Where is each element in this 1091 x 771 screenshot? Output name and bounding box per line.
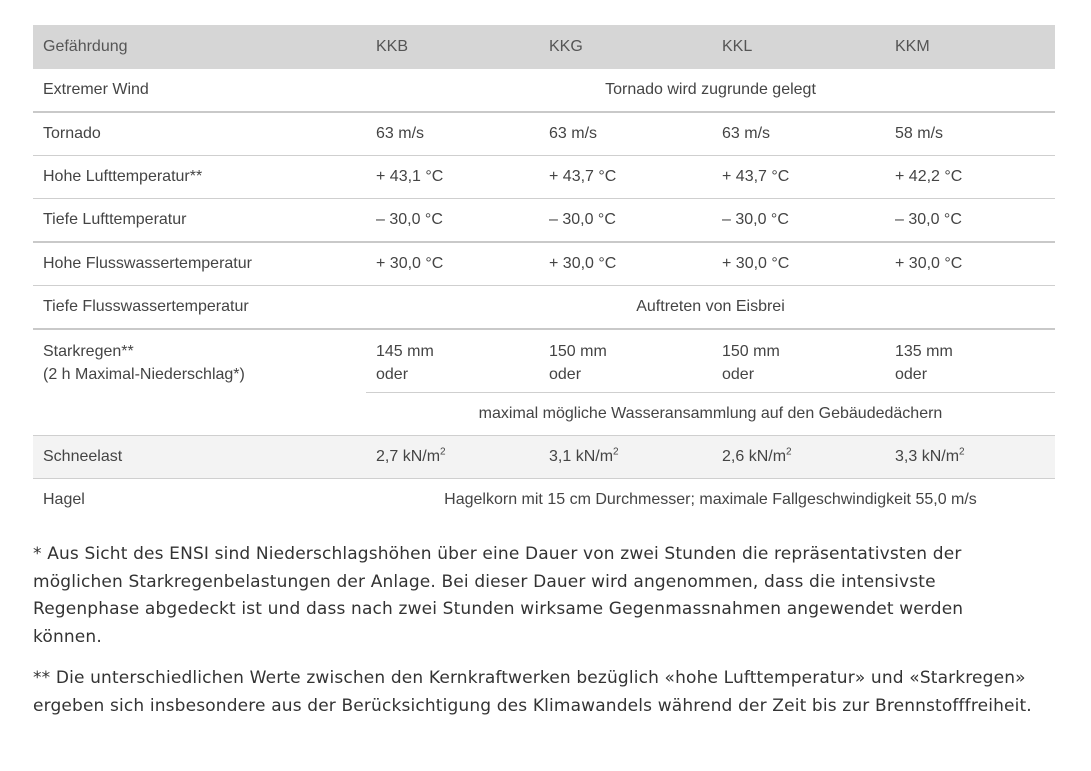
cell-kkm: + 42,2 °C: [885, 156, 1055, 199]
cell-kkl: + 43,7 °C: [712, 156, 885, 199]
cell-kkm: [885, 436, 1055, 479]
table-row-hail: [33, 479, 1055, 522]
cell-kkl: + 30,0 °C: [712, 242, 885, 286]
table-row-heavy-rain: [33, 329, 1055, 393]
cell-kkg: – 30,0 °C: [539, 199, 712, 243]
table-row-hot-air: [33, 156, 1055, 199]
cell-kkg: + 30,0 °C: [539, 242, 712, 286]
cell-kkm: 58 m/s: [885, 112, 1055, 156]
header-kkb: KKB: [366, 25, 539, 69]
exponent: 2: [959, 446, 965, 458]
row-label-rain: [33, 329, 366, 436]
cell-kkm: [885, 329, 1055, 393]
row-label: Hohe Lufttemperatur**: [33, 156, 366, 199]
row-label: Schneelast: [33, 436, 366, 479]
table-row-tornado: [33, 112, 1055, 156]
table-row-cold-river: [33, 286, 1055, 330]
table-row-extreme-wind: [33, 69, 1055, 112]
snow-value: 3,3 kN/m: [895, 448, 960, 465]
cell-kkl: [712, 329, 885, 393]
exponent: 2: [613, 446, 619, 458]
cell-kkm: + 30,0 °C: [885, 242, 1055, 286]
row-label: Tiefe Lufttemperatur: [33, 199, 366, 243]
cell-kkg: 63 m/s: [539, 112, 712, 156]
cell-kkb: [366, 329, 539, 393]
rain-label-sub: (2 h Maximal-Niederschlag*): [43, 366, 245, 383]
row-span-value: Hagelkorn mit 15 cm Durchmesser; maximale Fallgeschwindigkeit 55,0 m/s: [444, 491, 977, 508]
footnotes: [33, 541, 1033, 734]
snow-value: 2,7 kN/m: [376, 448, 441, 465]
table-row-snow: [33, 436, 1055, 479]
cell-kkl: – 30,0 °C: [712, 199, 885, 243]
row-label: Tiefe Flusswassertemperatur: [33, 286, 366, 330]
cell-kkl: 63 m/s: [712, 112, 885, 156]
row-span-value: Auftreten von Eisbrei: [366, 286, 1055, 330]
rain-connector: oder: [722, 366, 755, 383]
cell-kkm: – 30,0 °C: [885, 199, 1055, 243]
table-header-row: [33, 25, 1055, 69]
hazard-table-container: [33, 25, 1055, 521]
rain-label: Starkregen**: [43, 343, 134, 360]
header-hazard: Gefährdung: [33, 25, 366, 69]
cell-kkg: + 43,7 °C: [539, 156, 712, 199]
row-label: Tornado: [33, 112, 366, 156]
rain-connector: oder: [549, 366, 582, 383]
rain-value: 135 mm: [895, 343, 953, 360]
footnote-2: ** Die unterschiedlichen Werte zwischen den Kernkraftwerken bezüglich «hohe Lufttemperatur» und «Starkregen» ergeben sich insbesondere aus der Berücksichtigung des Klimawandels während der Zeit bis zur Brennstofffreiheit.: [33, 668, 1032, 716]
row-label: Extremer Wind: [33, 69, 366, 112]
row-span-value: maximal mögliche Wasseransammlung auf den Gebäudedächern: [366, 393, 1055, 436]
row-label: Hohe Flusswassertemperatur: [33, 242, 366, 286]
snow-value: 3,1 kN/m: [549, 448, 614, 465]
cell-kkb: [366, 436, 539, 479]
cell-kkl: [712, 436, 885, 479]
footnote-1: * Aus Sicht des ENSI sind Niederschlagshöhen über eine Dauer von zwei Stunden die repräsentativsten der möglichen Starkregenbelastungen der Anlage. Bei dieser Dauer wird angenommen, dass die intensivste Regenphase abgedeckt ist und dass nach zwei Stunden wirksame Gegenmassnahmen angewendet werden können.: [33, 544, 964, 647]
row-label: Hagel: [43, 491, 85, 508]
hazard-table: [33, 25, 1055, 521]
header-kkm: KKM: [885, 25, 1055, 69]
header-kkg: KKG: [539, 25, 712, 69]
snow-value: 2,6 kN/m: [722, 448, 787, 465]
cell-kkb: – 30,0 °C: [366, 199, 539, 243]
table-row-hot-river: [33, 242, 1055, 286]
rain-connector: oder: [376, 366, 409, 383]
cell-kkg: [539, 436, 712, 479]
rain-value: 150 mm: [722, 343, 780, 360]
rain-connector: oder: [895, 366, 928, 383]
rain-value: 150 mm: [549, 343, 607, 360]
exponent: 2: [786, 446, 792, 458]
exponent: 2: [440, 446, 446, 458]
cell-kkb: 63 m/s: [366, 112, 539, 156]
cell-kkg: [539, 329, 712, 393]
cell-kkb: + 30,0 °C: [366, 242, 539, 286]
table-row-cold-air: [33, 199, 1055, 243]
cell-kkb: + 43,1 °C: [366, 156, 539, 199]
rain-value: 145 mm: [376, 343, 434, 360]
row-span-value: Tornado wird zugrunde gelegt: [366, 69, 1055, 112]
header-kkl: KKL: [712, 25, 885, 69]
